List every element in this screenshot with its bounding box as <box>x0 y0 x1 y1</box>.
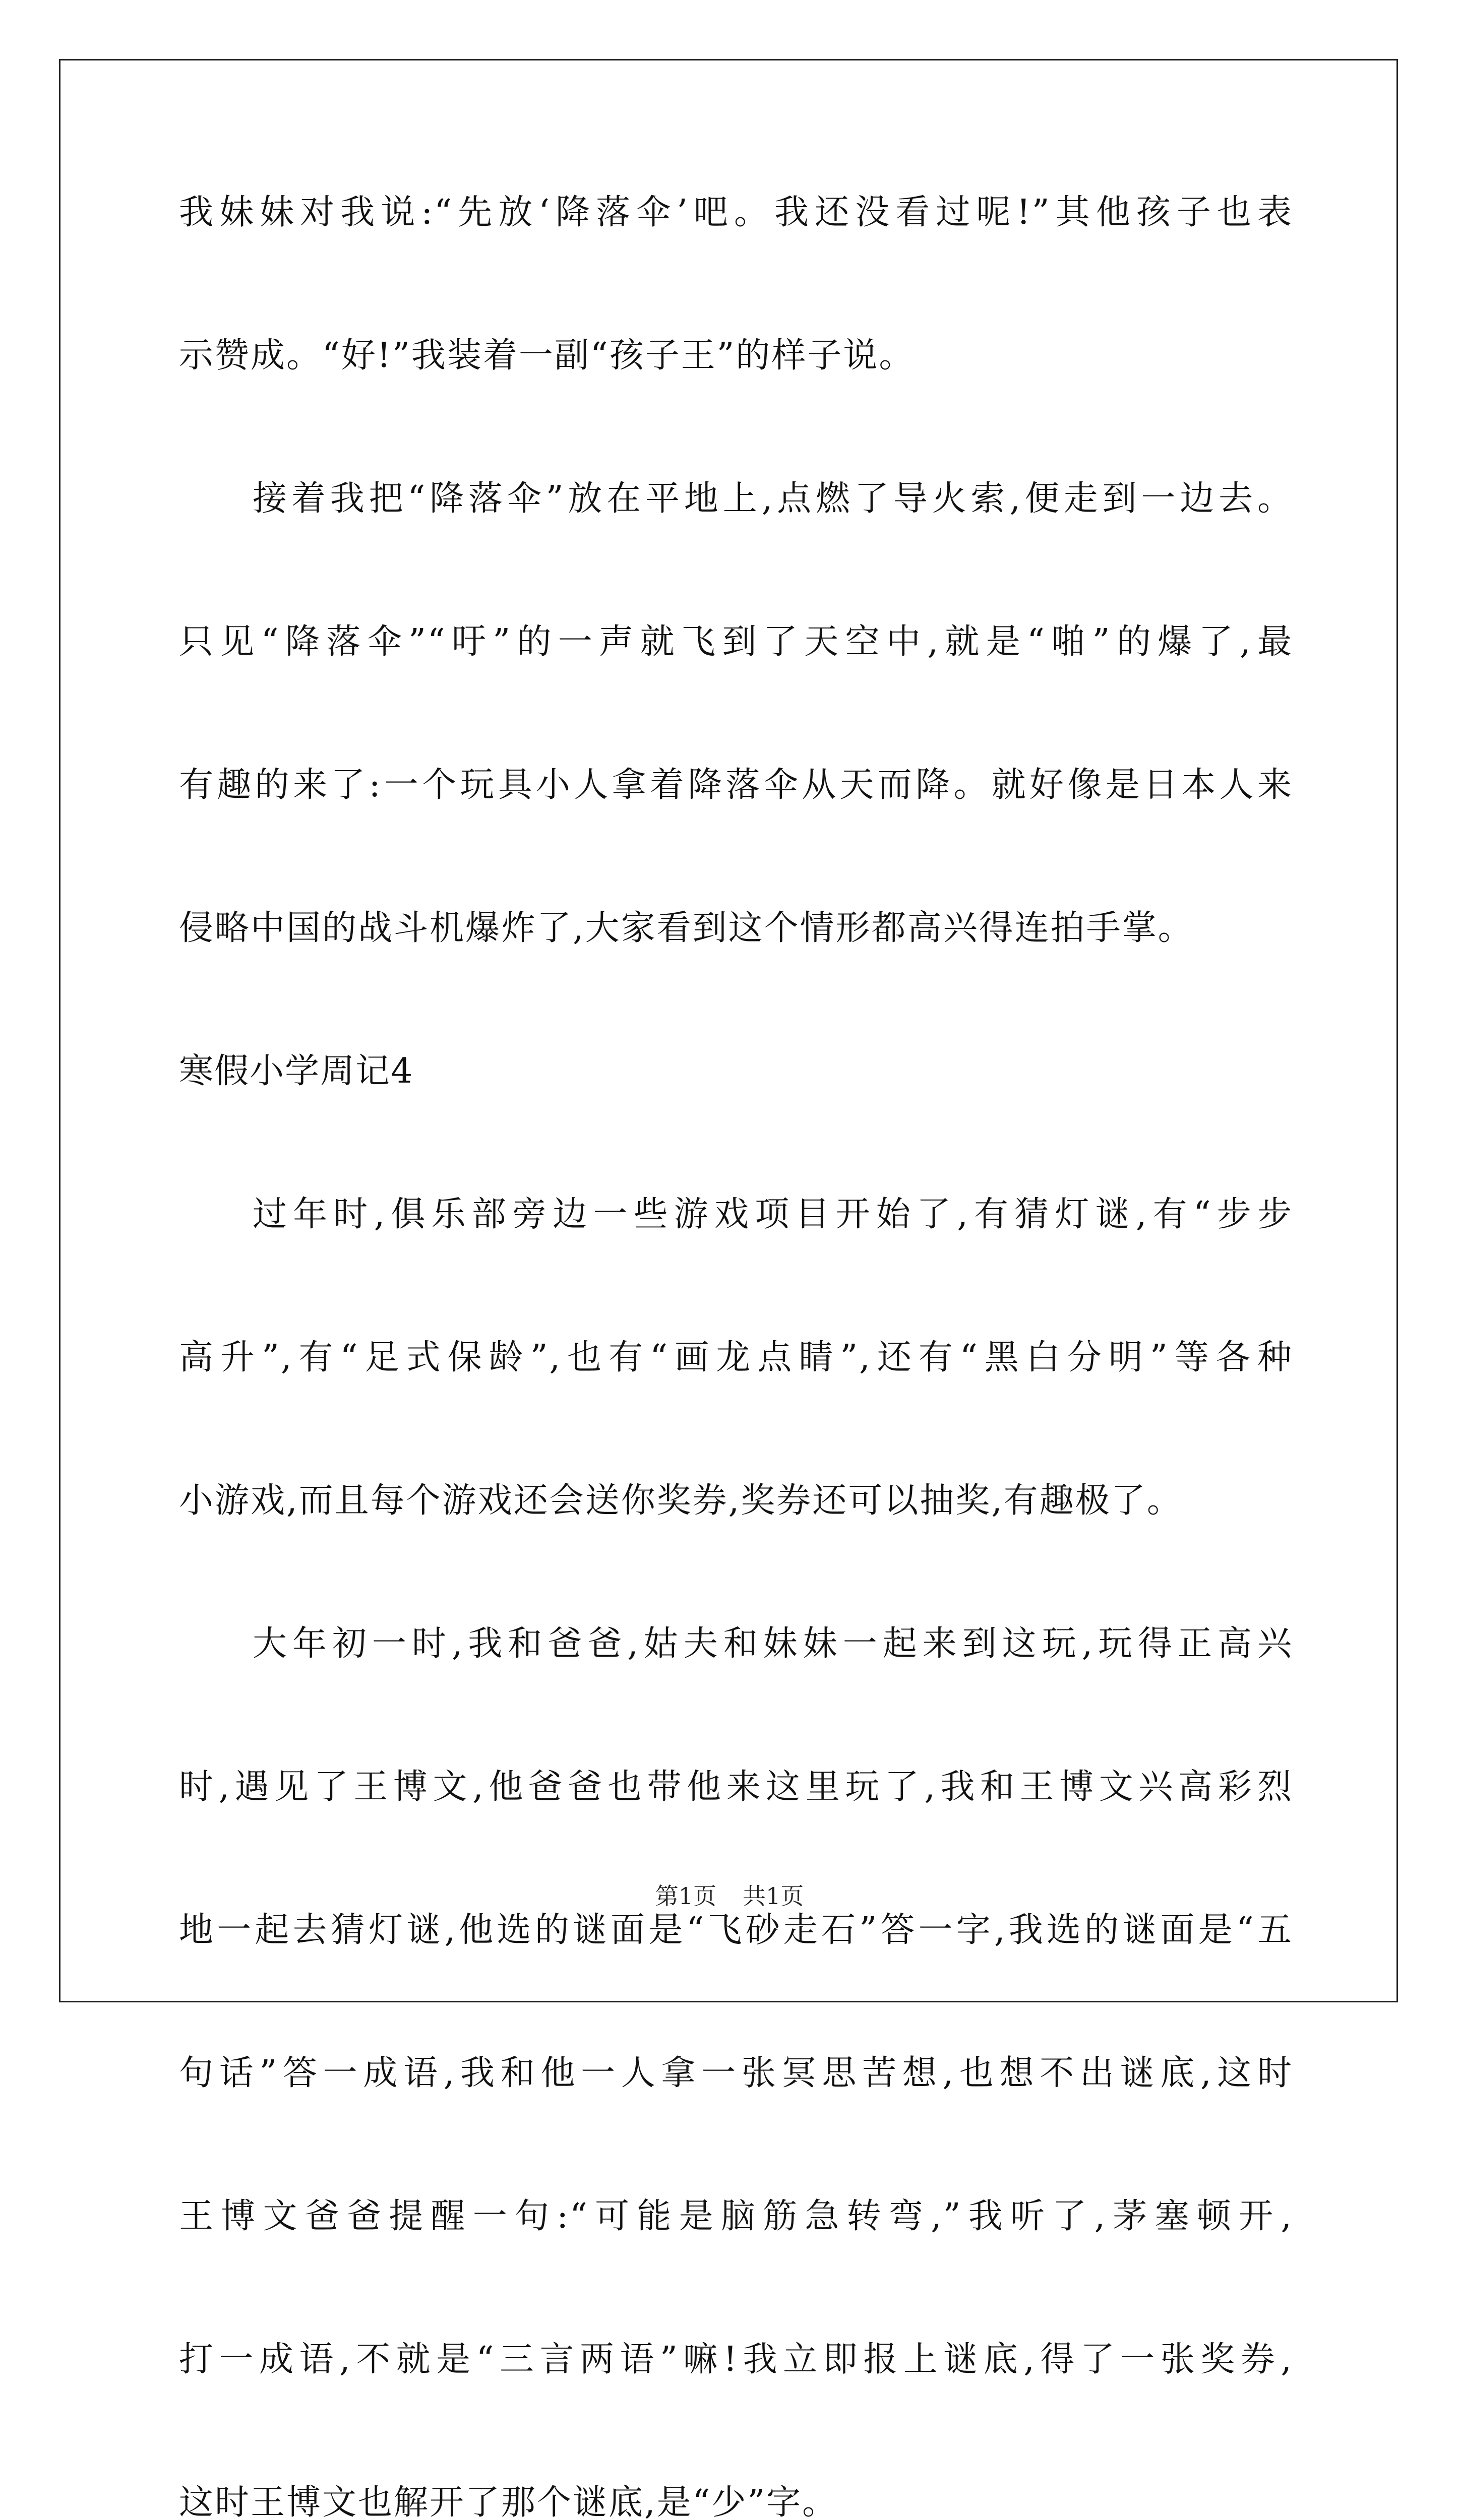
paragraph-line: 句话”答一成语,我和他一人拿一张冥思苦想,也想不出谜底,这时 <box>179 2053 1293 2093</box>
paragraph-line: 有趣的来了:一个玩具小人拿着降落伞从天而降。就好像是日本人来 <box>179 765 1293 805</box>
paragraph-line: 小游戏,而且每个游戏还会送你奖券,奖券还可以抽奖,有趣极了。 <box>179 1481 1183 1521</box>
paragraph-line: 大年初一时,我和爸爸,姑夫和妹妹一起来到这玩,玩得正高兴 <box>253 1624 1293 1664</box>
paragraph-line: 地一起去猜灯谜,他选的谜面是“飞砂走石”答一字,我选的谜面是“五 <box>179 1910 1293 1950</box>
paragraph-line: 我妹妹对我说:“先放‘降落伞’吧。我还没看过呢!”其他孩子也表 <box>179 193 1293 232</box>
paragraph-line: 接着我把“降落伞”放在平地上,点燃了导火索,便走到一边去。 <box>253 479 1293 519</box>
paragraph-line: 时,遇见了王博文,他爸爸也带他来这里玩了,我和王博文兴高彩烈 <box>179 1767 1293 1807</box>
paragraph-line: 高升”,有“足式保龄”,也有“画龙点睛”,还有“黑白分明”等各种 <box>179 1338 1293 1377</box>
total-pages: 共1页 <box>743 1882 804 1910</box>
document-body <box>179 193 1293 2520</box>
page-number: 第1页 <box>655 1882 716 1910</box>
paragraph-line: 示赞成。“好!”我装着一副“孩子王”的样子说。 <box>179 336 915 375</box>
page-footer <box>0 1884 1459 1908</box>
paragraph-line: 侵略中国的战斗机爆炸了,大家看到这个情形都高兴得连拍手掌。 <box>179 908 1194 948</box>
paragraph-line: 这时王博文也解开了那个谜底,是“少”字。 <box>179 2483 838 2520</box>
paragraph-line: 过年时,俱乐部旁边一些游戏项目开始了,有猜灯谜,有“步步 <box>253 1194 1293 1234</box>
section-heading: 寒假小学周记4 <box>179 1051 414 1091</box>
paragraph-line: 打一成语,不就是“三言两语”嘛!我立即报上谜底,得了一张奖券, <box>179 2340 1293 2379</box>
paragraph-line: 王博文爸爸提醒一句:“可能是脑筋急转弯,”我听了,茅塞顿开, <box>179 2196 1293 2236</box>
paragraph-line: 只见“降落伞”“吁”的一声就飞到了天空中,就是“啪”的爆了,最 <box>179 622 1293 662</box>
